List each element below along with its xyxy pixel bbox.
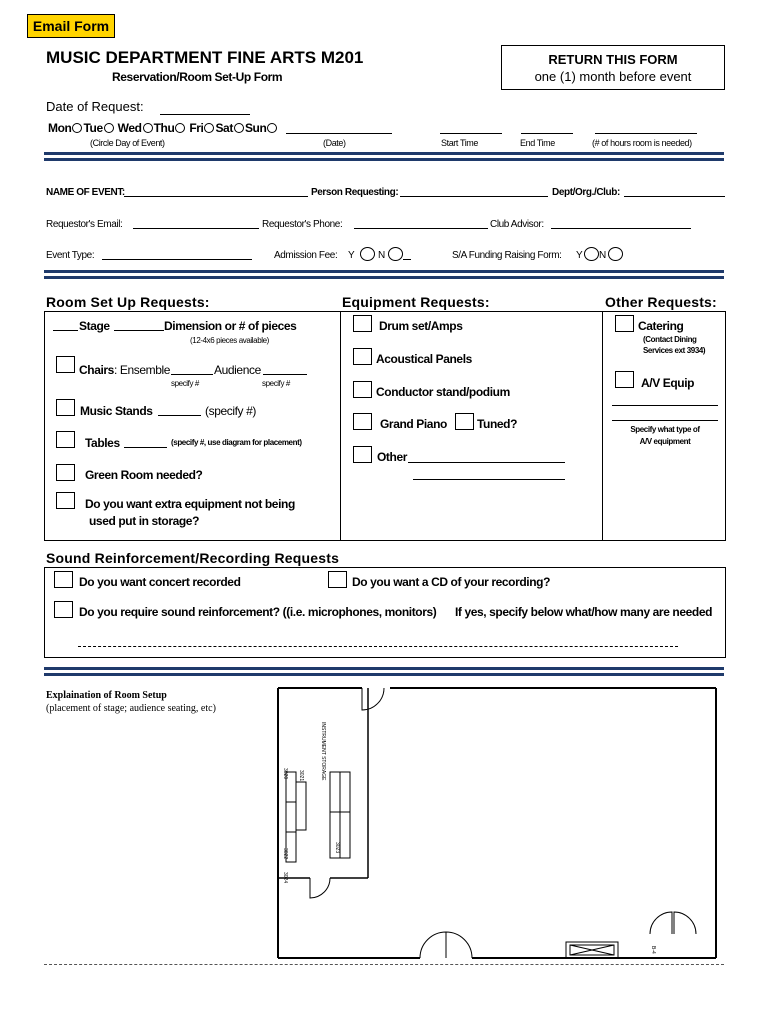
- radio-icon[interactable]: [72, 123, 82, 133]
- sound-if-yes-label: If yes, specify below what/how many are needed: [455, 605, 713, 619]
- club-advisor-label: Club Advisor:: [490, 219, 544, 230]
- stage-dimension-field[interactable]: [114, 330, 164, 331]
- day-selector[interactable]: [48, 121, 278, 135]
- dept-field[interactable]: [624, 196, 725, 197]
- equipment-title: Equipment Requests:: [342, 294, 490, 310]
- extra-equipment-label-1: Do you want extra equipment not being: [85, 497, 295, 511]
- admission-no-radio[interactable]: [388, 247, 403, 261]
- tuned-checkbox[interactable]: [455, 413, 474, 430]
- music-stands-field[interactable]: [158, 415, 201, 416]
- sound-reinforcement-checkbox[interactable]: [54, 601, 73, 618]
- music-stands-checkbox[interactable]: [56, 399, 75, 416]
- admission-yes-radio[interactable]: [360, 247, 375, 261]
- explanation-subtitle: (placement of stage; audience seating, etc): [46, 703, 216, 714]
- ensemble-field[interactable]: [171, 374, 213, 375]
- sa-funding-label: S/A Funding Raising Form:: [452, 250, 562, 261]
- divider: [44, 667, 724, 676]
- extra-equipment-checkbox[interactable]: [56, 492, 75, 509]
- concert-recorded-label: Do you want concert recorded: [79, 575, 241, 589]
- tables-label: Tables: [85, 436, 120, 450]
- drum-label: Drum set/Amps: [379, 319, 463, 333]
- conductor-checkbox[interactable]: [353, 381, 372, 398]
- shelf: [286, 802, 296, 832]
- av-specify-2: A/V equipment: [639, 437, 691, 446]
- storage-label: INSTRUMENT STORAGE: [320, 722, 326, 781]
- email-form-button[interactable]: Email Form: [27, 14, 115, 38]
- tuned-label: Tuned?: [477, 417, 518, 431]
- green-room-label: Green Room needed?: [85, 468, 203, 482]
- chairs-label: Chairs: [79, 363, 114, 377]
- door-label: 3021: [298, 770, 304, 782]
- catering-label: Catering: [638, 319, 684, 333]
- catering-contact-1: (Contact Dining: [643, 335, 697, 344]
- day-tue[interactable]: Tue: [83, 121, 103, 135]
- room-floorplan: [270, 682, 724, 966]
- radio-icon[interactable]: [204, 123, 214, 133]
- cd-label: Do you want a CD of your recording?: [352, 575, 551, 589]
- name-of-event-field[interactable]: [124, 196, 308, 197]
- cd-checkbox[interactable]: [328, 571, 347, 588]
- requestor-phone-field[interactable]: [354, 228, 488, 229]
- acoustical-checkbox[interactable]: [353, 348, 372, 365]
- extra-equipment-label-2: used put in storage?: [89, 514, 200, 528]
- form-subtitle: Reservation/Room Set-Up Form: [112, 70, 283, 84]
- room-number: B-4: [650, 946, 656, 954]
- other-equipment-label: Other: [377, 450, 408, 464]
- audience-label: Audience: [214, 363, 261, 377]
- circle-day-note: (Circle Day of Event): [90, 138, 165, 148]
- hours-field[interactable]: [595, 133, 697, 134]
- acoustical-label: Acoustical Panels: [376, 352, 472, 366]
- date-field[interactable]: [286, 133, 392, 134]
- sa-funding-y: Y: [576, 250, 583, 261]
- tables-note: (specify #, use diagram for placement): [171, 438, 302, 447]
- bottom-dashed-line: [44, 964, 724, 965]
- sa-funding-no-radio[interactable]: [608, 247, 623, 261]
- day-fri[interactable]: Fri: [189, 121, 204, 135]
- date-of-request-label: Date of Request:: [46, 99, 144, 114]
- end-time-caption: End Time: [520, 138, 555, 148]
- av-label: A/V Equip: [641, 376, 695, 390]
- hours-caption: (# of hours room is needed): [592, 138, 692, 148]
- conductor-label: Conductor stand/podium: [376, 385, 510, 399]
- door-label: 3024: [282, 872, 288, 884]
- pieces-available-note: (12-4x6 pieces available): [190, 336, 269, 345]
- requestor-phone-label: Requestor's Phone:: [262, 219, 343, 230]
- grand-piano-checkbox[interactable]: [353, 413, 372, 430]
- shelf: [340, 812, 350, 858]
- audience-field[interactable]: [263, 374, 307, 375]
- person-requesting-field[interactable]: [400, 196, 548, 197]
- door-bottom-b: [446, 932, 472, 958]
- av-specify-1: Specify what type of: [630, 425, 700, 434]
- catering-checkbox[interactable]: [615, 315, 634, 332]
- event-type-field[interactable]: [102, 259, 252, 260]
- door-label: 3023: [334, 842, 340, 854]
- explanation-title: Explaination of Room Setup: [46, 690, 167, 701]
- requestor-email-field[interactable]: [133, 228, 259, 229]
- specify-audience: specify #: [262, 379, 290, 388]
- other-equipment-field-2[interactable]: [413, 479, 565, 480]
- start-time-caption: Start Time: [441, 138, 479, 148]
- music-stands-specify: (specify #): [205, 404, 256, 418]
- end-time-field[interactable]: [521, 133, 573, 134]
- tables-checkbox[interactable]: [56, 431, 75, 448]
- av-field-1[interactable]: [612, 405, 718, 406]
- radio-icon[interactable]: [143, 123, 153, 133]
- name-of-event-label: NAME OF EVENT:: [46, 187, 125, 198]
- person-requesting-label: Person Requesting:: [311, 187, 399, 198]
- shelf: [340, 772, 350, 812]
- sa-funding-yes-radio[interactable]: [584, 247, 599, 261]
- start-time-field[interactable]: [440, 133, 502, 134]
- door-bottom-right-b: [674, 912, 696, 934]
- day-mon[interactable]: Mon: [48, 121, 72, 135]
- shelf: [330, 772, 340, 812]
- event-type-label: Event Type:: [46, 250, 95, 261]
- ensemble-label: : Ensemble: [114, 363, 171, 377]
- page-title: MUSIC DEPARTMENT FINE ARTS M201: [46, 48, 364, 67]
- day-sat[interactable]: Sat: [215, 121, 233, 135]
- door-label: 3022: [282, 848, 288, 860]
- av-field-2[interactable]: [612, 420, 718, 421]
- door-storage: [310, 878, 330, 898]
- dimension-label: Dimension or # of pieces: [164, 319, 297, 333]
- other-equipment-checkbox[interactable]: [353, 446, 372, 463]
- radio-icon[interactable]: [234, 123, 244, 133]
- admission-underline: [403, 259, 411, 260]
- specify-ensemble: specify #: [171, 379, 199, 388]
- door-top: [362, 688, 384, 710]
- date-caption: (Date): [323, 138, 346, 148]
- stage-label: Stage: [79, 319, 110, 333]
- sa-funding-n: N: [599, 250, 606, 261]
- av-checkbox[interactable]: [615, 371, 634, 388]
- day-thu[interactable]: Thu: [153, 121, 175, 135]
- other-equipment-field[interactable]: [408, 462, 565, 463]
- admission-y: Y: [348, 250, 355, 261]
- radio-icon[interactable]: [175, 123, 185, 133]
- admission-n: N: [378, 250, 385, 261]
- divider: [44, 270, 724, 279]
- return-title: RETURN THIS FORM: [548, 52, 678, 67]
- requestor-email-label: Requestor's Email:: [46, 219, 123, 230]
- return-subtitle: one (1) month before event: [534, 69, 692, 84]
- admission-fee-label: Admission Fee:: [274, 250, 338, 261]
- chairs-checkbox[interactable]: [56, 356, 75, 373]
- day-wed[interactable]: Wed: [117, 121, 142, 135]
- divider: [44, 152, 724, 161]
- club-advisor-field[interactable]: [551, 228, 691, 229]
- tables-field[interactable]: [124, 447, 167, 448]
- radio-icon[interactable]: [104, 123, 114, 133]
- concert-recorded-checkbox[interactable]: [54, 571, 73, 588]
- sound-title: Sound Reinforcement/Recording Requests: [46, 550, 340, 566]
- return-box: [501, 45, 725, 90]
- dept-label: Dept/Org./Club:: [552, 187, 620, 198]
- sound-reinforcement-label: Do you require sound reinforcement? ((i.e. microphones, monitors): [79, 605, 437, 619]
- stage-field[interactable]: [53, 330, 78, 331]
- drum-checkbox[interactable]: [353, 315, 372, 332]
- catering-contact-2: Services ext 3934): [643, 346, 706, 355]
- green-room-checkbox[interactable]: [56, 464, 75, 481]
- door-bottom-right-a: [650, 912, 672, 934]
- shelf: [296, 782, 306, 830]
- grand-piano-label: Grand Piano: [380, 417, 447, 431]
- utility-box-cross: [570, 945, 614, 955]
- date-of-request-field[interactable]: [160, 114, 250, 115]
- sound-specify-field[interactable]: [78, 646, 678, 647]
- door-bottom-a: [420, 932, 446, 958]
- radio-icon[interactable]: [267, 123, 277, 133]
- door-label: 3020: [282, 768, 288, 780]
- day-sun[interactable]: Sun: [244, 121, 267, 135]
- music-stands-label: Music Stands: [80, 404, 153, 418]
- other-requests-title: Other Requests:: [605, 294, 717, 310]
- room-setup-title: Room Set Up Requests:: [46, 294, 210, 310]
